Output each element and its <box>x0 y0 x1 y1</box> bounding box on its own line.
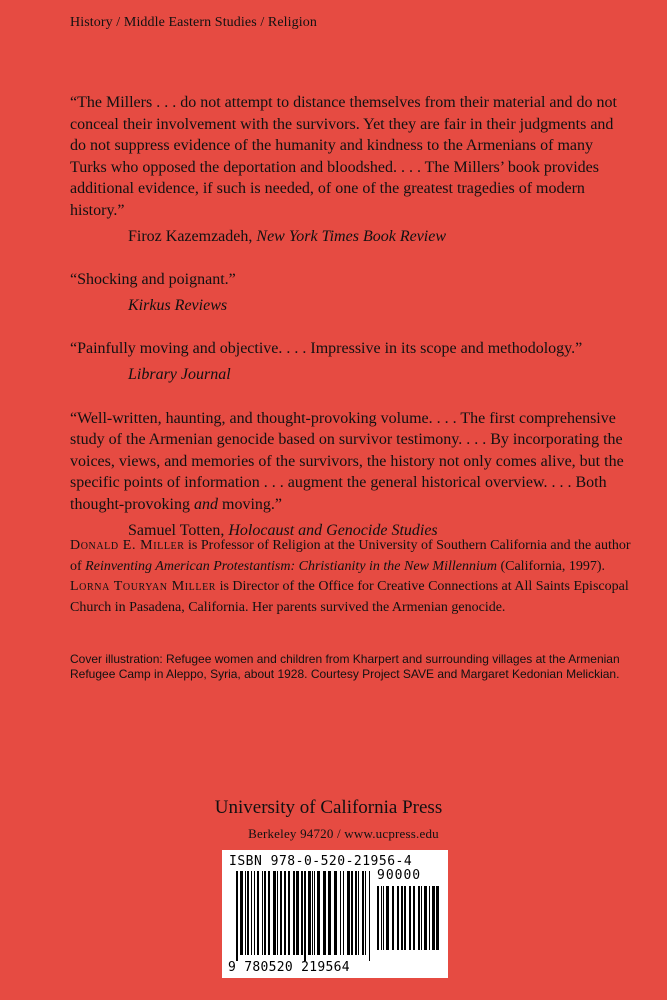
barcode-bar <box>386 886 389 950</box>
barcode-bar <box>362 871 364 955</box>
blurb-quote: “Well-written, haunting, and thought-provoking volume. . . . The first comprehensive study of the Armenian genocide based on survivor testimony. . . . By incorporating the voices, views, and memories of the survivors, the history not only comes alive, but the specific points of information . . . augment the general historical overview. . . . Both thought-provoking and moving.” <box>70 409 624 513</box>
blurb-quote: “Painfully moving and objective. . . . Impressive in its scope and methodology.” <box>70 340 583 358</box>
barcode-bar <box>268 871 270 955</box>
barcode-bar <box>301 871 303 955</box>
author-name: Donald E. Miller <box>70 538 185 553</box>
ean-bars <box>236 871 372 961</box>
blurb-author: Firoz Kazemzadeh, <box>128 227 253 245</box>
barcode-bar <box>418 886 420 950</box>
barcode-bar <box>312 871 313 955</box>
price-bars <box>377 886 441 956</box>
barcode-bar <box>397 886 399 950</box>
barcode-bar <box>424 886 427 950</box>
barcode-bar <box>273 871 276 955</box>
barcode-bar <box>392 886 394 950</box>
author-name: Lorna Touryan Miller <box>70 579 217 594</box>
barcode-bar <box>236 871 238 961</box>
barcode-bar <box>343 871 344 955</box>
barcode-bar <box>355 871 357 955</box>
publisher-name: University of California Press <box>214 797 443 818</box>
barcode-bar <box>432 886 435 950</box>
isbn-label: ISBN 978-0-520-21956-4 <box>229 854 413 869</box>
blurb-quote: “The Millers . . . do not attempt to distance themselves from their material and do not conceal their involvement with the survivors. Yet they are fair in their judgments and do not suppress evidence of the humanity and kindness to the Armenians of many Turks who opposed the deportation and bloodshed. . . . The Millers’ book provides additional evidence, if such is needed, of one of the greatest tragedies of modern history.” <box>70 94 617 219</box>
publisher-block <box>0 797 667 842</box>
blurb-source: Kirkus Reviews <box>128 296 228 314</box>
barcode-bar <box>401 886 403 950</box>
barcode-bar <box>254 871 255 955</box>
barcode-bar <box>369 871 370 961</box>
review-blurbs <box>70 92 630 563</box>
blurb-nyt <box>70 92 630 247</box>
barcode-bar <box>262 871 263 955</box>
barcode-bar <box>288 871 290 955</box>
barcode-bar <box>328 871 331 955</box>
barcode-bar <box>409 886 411 950</box>
barcode-bar <box>264 871 266 955</box>
barcode-bar <box>280 871 282 955</box>
barcode-bar <box>323 871 326 955</box>
barcode-bar <box>381 886 382 950</box>
barcode-bar <box>429 886 430 950</box>
blurb-attribution <box>128 295 630 317</box>
blurb-kirkus <box>70 269 630 316</box>
barcode-bar <box>404 886 406 950</box>
barcode-bar <box>317 871 320 955</box>
cover-credit: Cover illustration: Refugee women and children from Kharpert and surrounding villages at the Armenian Refugee Camp in Aleppo, Syria, about 1928. Courtesy Project SAVE and Margaret Kedonian Melickian. <box>70 652 620 682</box>
barcode-bar <box>347 871 350 955</box>
barcode-bar <box>284 871 286 955</box>
barcode-bar <box>308 871 311 955</box>
barcode-bar <box>296 871 299 955</box>
barcode <box>222 850 448 978</box>
barcode-bar <box>340 871 341 955</box>
barcode-bar <box>436 886 439 950</box>
barcode-bar <box>413 886 415 950</box>
barcode-bar <box>365 871 366 955</box>
book-title: Reinventing American Protestantism: Christianity in the New Millennium <box>85 558 497 574</box>
barcode-bar <box>247 871 249 955</box>
price-code: 90000 <box>377 868 422 883</box>
barcode-bar <box>257 871 259 955</box>
barcode-bar <box>251 871 252 955</box>
barcode-digits: 9 780520 219564 <box>228 960 350 975</box>
barcode-bar <box>314 871 315 955</box>
blurb-source: Library Journal <box>128 365 231 383</box>
category-label: History / Middle Eastern Studies / Religion <box>70 15 317 30</box>
blurb-holocaust-studies <box>70 408 630 542</box>
blurb-library-journal <box>70 338 630 385</box>
barcode-bar <box>240 871 243 955</box>
barcode-bar <box>421 886 422 950</box>
blurb-attribution <box>128 226 630 248</box>
barcode-bar <box>351 871 353 955</box>
barcode-bar <box>377 886 379 950</box>
blurb-author: Samuel Totten, <box>128 521 225 539</box>
blurb-attribution <box>128 364 630 386</box>
author-bio: Donald E. Miller is Professor of Religion at the University of Southern California and the author of Reinventing American Protestantism: Christianity in the New Millennium (California, 1997). Lorna Touryan Miller is Director of the Office for Creative Connections at All Saints Episcopal Church in Pasadena, California. Her parents survived the Armenian genocide. <box>70 538 631 615</box>
barcode-bar <box>293 871 295 955</box>
barcode-bar <box>304 871 306 961</box>
blurb-source: Holocaust and Genocide Studies <box>228 521 438 539</box>
blurb-source: New York Times Book Review <box>256 227 447 245</box>
barcode-bar <box>334 871 337 955</box>
barcode-bar <box>277 871 278 955</box>
blurb-quote: “Shocking and poignant.” <box>70 271 236 289</box>
barcode-bar <box>383 886 384 950</box>
barcode-bar <box>358 871 359 955</box>
barcode-bar <box>245 871 246 955</box>
publisher-address: Berkeley 94720 / www.ucpress.edu <box>248 826 439 841</box>
